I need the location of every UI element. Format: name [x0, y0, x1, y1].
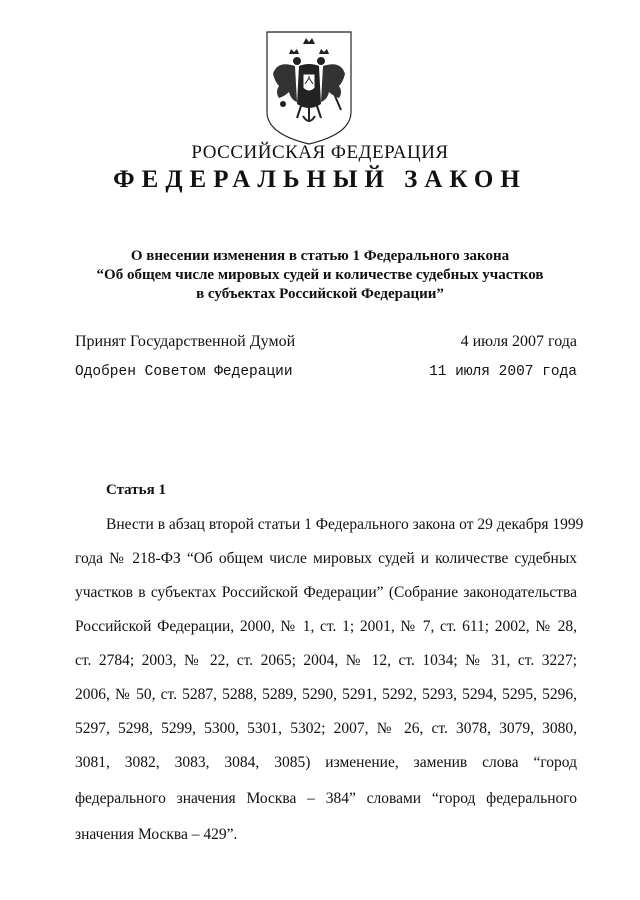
article-text-line: 3081, 3082, 3083, 3084, 3085) изменение, заменив слова “город	[75, 754, 577, 771]
article-text-line: участков в субъектах Российской Федерации” (Собрание законодательства	[75, 584, 577, 601]
duma-approval-label: Принят Государственной Думой	[75, 333, 296, 350]
council-approval-label: Одобрен Советом Федерации	[75, 364, 293, 380]
article-text-line: Внести в абзац второй статьи 1 Федерального закона от 29 декабря 1999	[106, 516, 584, 533]
council-approval-date: 11 июля 2007 года	[429, 364, 577, 380]
article-heading: Статья 1	[106, 482, 166, 498]
law-title-line: “Об общем числе мировых судей и количестве судебных участков	[96, 267, 544, 283]
duma-approval-date: 4 июля 2007 года	[460, 333, 577, 350]
law-title-line: в субъектах Российской Федерации”	[196, 286, 444, 302]
article-text-line: 2006, № 50, ст. 5287, 5288, 5289, 5290, 5291, 5292, 5293, 5294, 5295, 5296,	[75, 686, 577, 703]
law-title	[0, 247, 640, 304]
article-text-line: Российской Федерации, 2000, № 1, ст. 1; 2001, № 7, ст. 611; 2002, № 28,	[75, 618, 577, 635]
coat-of-arms-icon	[265, 30, 353, 146]
document-type: ФЕДЕРАЛЬНЫЙ ЗАКОН	[113, 166, 527, 193]
article-text-line: года № 218-ФЗ “Об общем числе мировых судей и количестве судебных	[75, 550, 577, 567]
country-name: РОССИЙСКАЯ ФЕДЕРАЦИЯ	[191, 142, 449, 163]
article-text-line: 5297, 5298, 5299, 5300, 5301, 5302; 2007, № 26, ст. 3078, 3079, 3080,	[75, 720, 577, 737]
article-text-line: федерального значения Москва – 384” словами “город федерального	[75, 790, 577, 807]
law-title-line: О внесении изменения в статью 1 Федерального закона	[130, 248, 510, 264]
article-text-line: ст. 2784; 2003, № 22, ст. 2065; 2004, № 12, ст. 1034; № 31, ст. 3227;	[75, 652, 577, 669]
article-text-line: значения Москва – 429”.	[75, 826, 238, 843]
